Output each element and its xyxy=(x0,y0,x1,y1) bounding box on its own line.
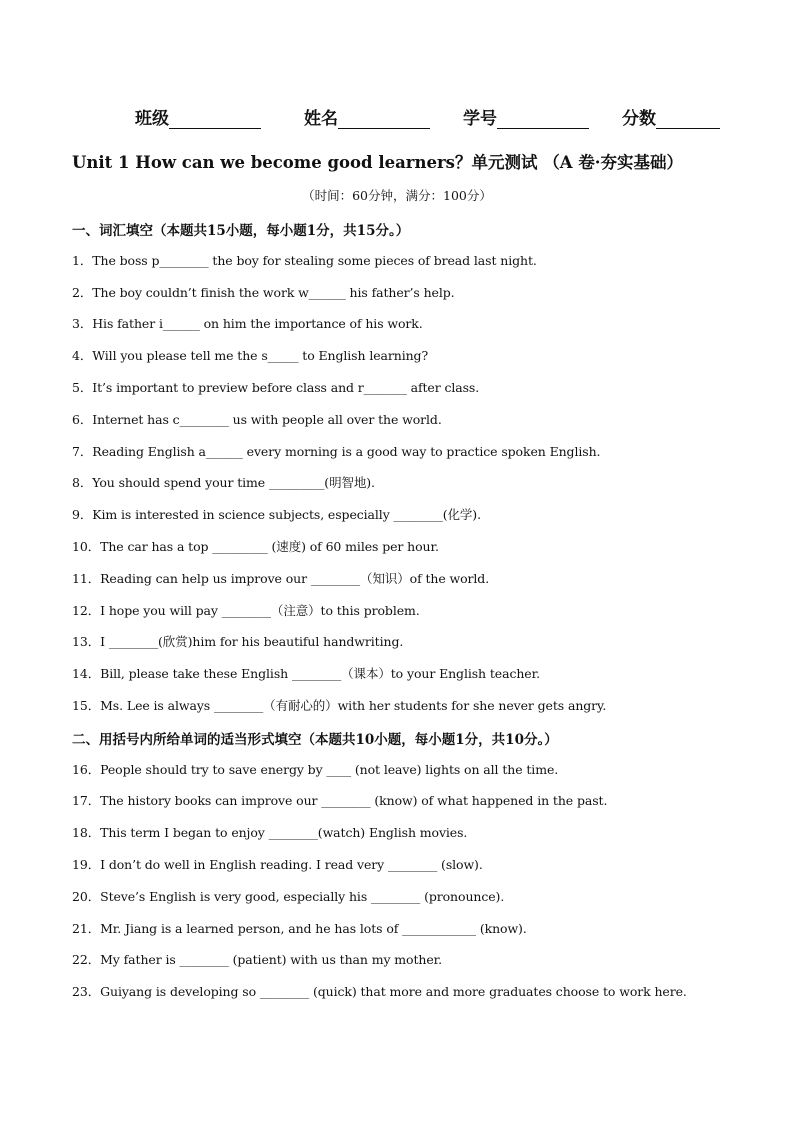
class-field xyxy=(135,104,261,129)
question-item: 12．I hope you will pay ________（注意）to this problem. xyxy=(72,603,420,618)
question-item: 4．Will you please tell me the s_____ to English learning? xyxy=(72,348,429,363)
question-item: 1．The boss p________ the boy for stealing some pieces of bread last night. xyxy=(72,253,537,268)
number-label: 学号 xyxy=(463,109,497,129)
question-item: 14．Bill, please take these English ________（课本）to your English teacher. xyxy=(72,666,540,681)
name-label: 姓名 xyxy=(304,109,338,129)
score-label: 分数 xyxy=(622,109,656,129)
question-item: 18．This term I began to enjoy ________(watch) English movies. xyxy=(72,825,468,840)
question-item: 13．I ________(欣赏)him for his beautiful handwriting. xyxy=(72,634,404,649)
class-label: 班级 xyxy=(135,109,169,129)
class-blank[interactable] xyxy=(169,108,261,129)
name-blank[interactable] xyxy=(338,108,430,129)
question-item: 3．His father i______ on him the importance of his work. xyxy=(72,316,423,331)
question-item: 9．Kim is interested in science subjects, especially ________(化学). xyxy=(72,507,481,522)
question-item: 19．I don’t do well in English reading. I read very ________ (slow). xyxy=(72,857,483,872)
name-field xyxy=(304,104,430,129)
question-item: 7．Reading English a______ every morning is a good way to practice spoken English. xyxy=(72,444,601,459)
header-fields xyxy=(0,104,794,132)
section-heading-2: 二、用括号内所给单词的适当形式填空（本题共10小题，每小题1分，共10分。） xyxy=(72,732,558,748)
question-item: 17．The history books can improve our ________ (know) of what happened in the past. xyxy=(72,793,608,808)
question-item: 16．People should try to save energy by ____ (not leave) lights on all the time. xyxy=(72,762,559,777)
score-blank[interactable] xyxy=(656,108,720,129)
question-item: 21．Mr. Jiang is a learned person, and he has lots of ____________ (know). xyxy=(72,921,527,936)
question-item: 5．It’s important to preview before class and r_______ after class. xyxy=(72,380,480,395)
question-item: 15．Ms. Lee is always ________（有耐心的）with her students for she never gets angry. xyxy=(72,698,607,713)
page-subtitle: （时间：60分钟，满分：100分） xyxy=(302,188,492,203)
page-title: Unit 1 How can we become good learners？单元测试 （A 卷·夯实基础） xyxy=(72,153,683,172)
question-item: 8．You should spend your time _________(明智地). xyxy=(72,475,375,490)
section-heading-1: 一、词汇填空（本题共15小题，每小题1分，共15分。） xyxy=(72,223,410,239)
question-item: 11．Reading can help us improve our ________（知识）of the world. xyxy=(72,571,490,586)
number-field xyxy=(463,104,589,129)
question-item: 2．The boy couldn’t finish the work w______ his father’s help. xyxy=(72,285,455,300)
question-item: 23．Guiyang is developing so ________ (quick) that more and more graduates choose to work here. xyxy=(72,984,687,999)
question-item: 10．The car has a top _________ (速度) of 60 miles per hour. xyxy=(72,539,439,554)
score-field xyxy=(622,104,720,129)
question-item: 22．My father is ________ (patient) with us than my mother. xyxy=(72,952,443,967)
number-blank[interactable] xyxy=(497,108,589,129)
question-item: 6．Internet has c________ us with people all over the world. xyxy=(72,412,442,427)
question-item: 20．Steve’s English is very good, especially his ________ (pronounce). xyxy=(72,889,505,904)
